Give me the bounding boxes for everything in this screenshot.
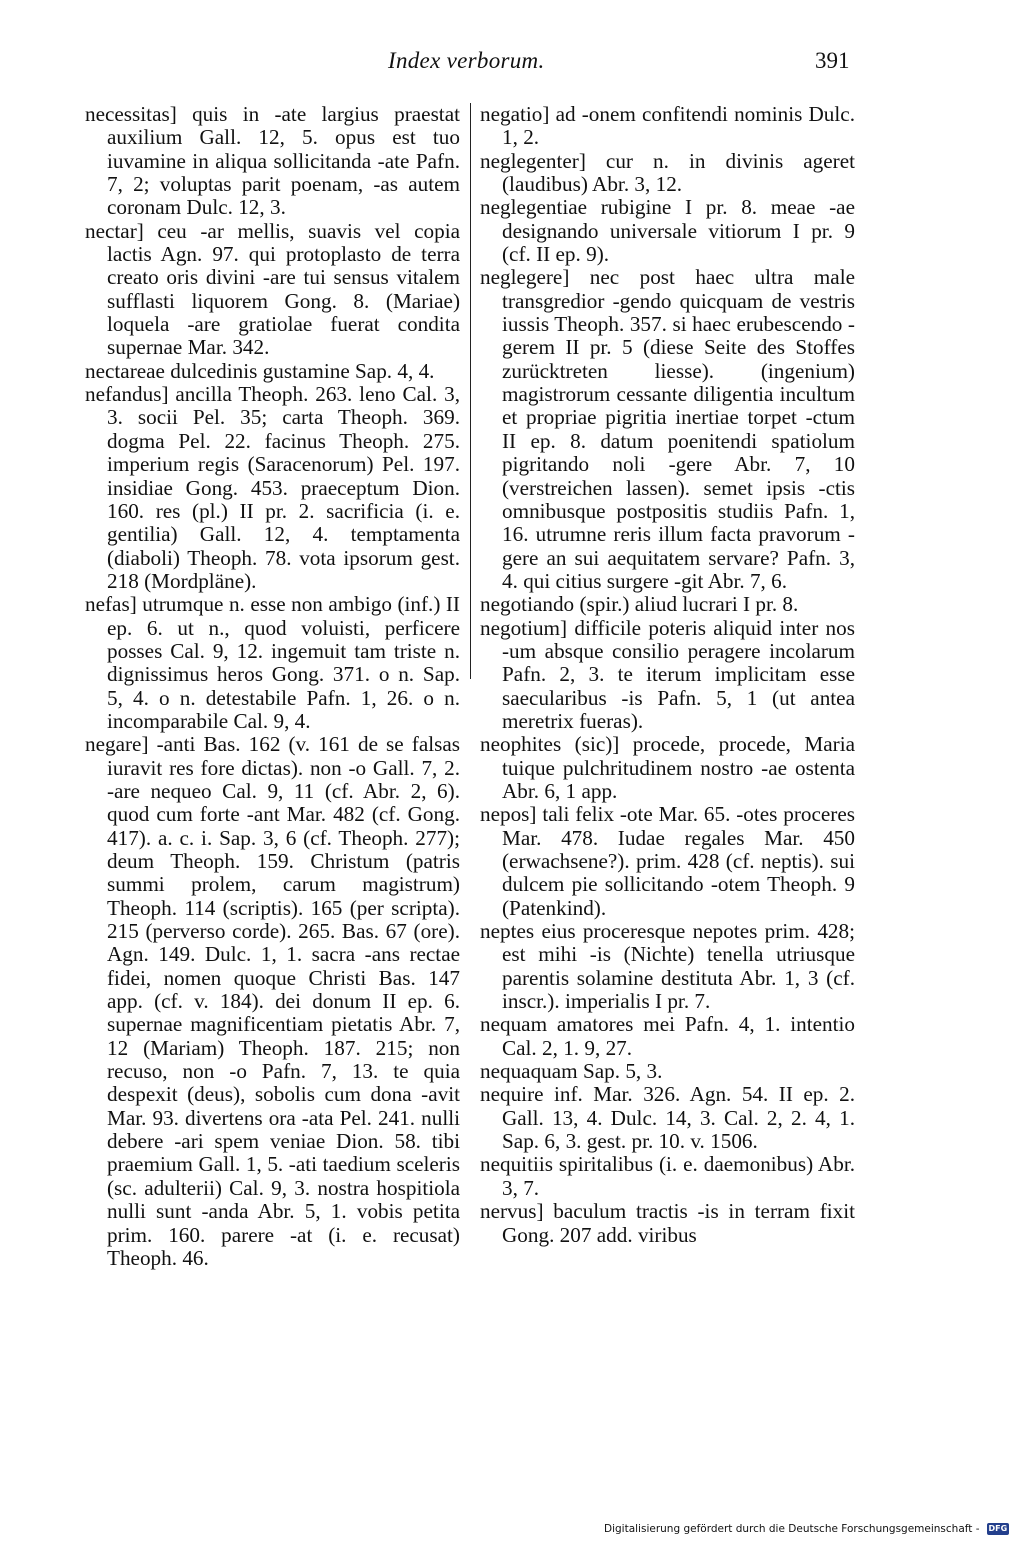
credit-text: Digitalisierung gefördert durch die Deutsche Forschungsgemeinschaft - (604, 1523, 980, 1535)
index-entry-nequire: nequire inf. Mar. 326. Agn. 54. II ep. 2. Gall. 13, 4. Dulc. 14, 3. Cal. 2, 2. 4, 1. Sap. 6, 3. gest. pr. 10. v. 1506. (480, 1082, 855, 1154)
index-entry-nequam: nequam amatores mei Pafn. 4, 1. intentio Cal. 2, 1. 9, 27. (480, 1012, 855, 1060)
index-entry-nefandus: nefandus] ancilla Theoph. 263. leno Cal. 3, 3. socii Pel. 35; carta Theoph. 369. dogma Pel. 22. facinus Theoph. 275. imperium regis (Saracenorum) Pel. 197. insidiae Gong. 453. praeceptum Dion. 160. res (pl.) II pr. 2. sacrificia (i. e. gentilia) Gall. 12, 4. temptamenta (diaboli) Theoph. 78. vota ipsorum gest. 218 (Mordpläne). (85, 382, 460, 593)
index-entry-neglegere: neglegere] nec post haec ultra male transgredior -gendo quicquam de vestris iussis Theoph. 357. si haec erubescendo -gerem II pr. 5 (diese Seite des Stoffes zurücktreten liesse). (ingenium) magistrorum cessante diligentia incultum et propriae pigritia inertiae torpet -ctum II ep. 8. datum poenitendi spatiolum pigritando noli -gere Abr. 7, 10 (verstreichen lassen). semet ipsis -ctis omnibusque postpositis studiis Pafn. 1, 16. utrumne reris illum facta pravorum -gere an sui aequitatem servare? Pafn. 3, 4. qui citius surgere -git Abr. 7, 6. (480, 265, 855, 593)
digitization-credit (604, 1523, 1009, 1537)
index-entry-nepos: nepos] tali felix -ote Mar. 65. -otes proceres Mar. 478. Iudae regales Mar. 450 (erwachsene?). prim. 428 (cf. neptis). sui dulcem pie sollicitando -otem Theoph. 9 (Patenkind). (480, 802, 855, 920)
page-number: 391 (815, 48, 850, 73)
index-entry-negatio: negatio] ad -onem confitendi nominis Dulc. 1, 2. (480, 102, 855, 150)
index-entry-nectareae: nectareae dulcedinis gustamine Sap. 4, 4. (85, 358, 435, 383)
index-entry-nequitiis: nequitiis spiritalibus (i. e. daemonibus) Abr. 3, 7. (480, 1152, 855, 1200)
index-entry-nequaquam: nequaquam Sap. 5, 3. (480, 1059, 663, 1084)
index-entry-neophites: neophites (sic)] procede, procede, Maria tuique pulchritudinem nostro -ae ostenta Abr. 6, 1 app. (480, 732, 855, 803)
right-column (480, 103, 855, 1247)
index-entry-negotiando: negotiando (spir.) aliud lucrari I pr. 8. (480, 592, 799, 617)
page-header (0, 48, 1000, 88)
left-column (85, 103, 460, 1270)
index-entry-negotium: negotium] difficile poteris aliquid inter nos -um absque consilio peragere incolarum Pafn. 2, 3. te iterum implicitam esse saecularibus -is Pafn. 5, 1 (ut antea meretrix fueras). (480, 615, 855, 733)
index-entry-neglegentiae: neglegentiae rubigine I pr. 8. meae -ae designando universale vitiorum I pr. 9 (cf. II ep. 9). (480, 195, 855, 267)
index-entry-nefas: nefas] utrumque n. esse non ambigo (inf.) II ep. 6. ut n., quod voluisti, perficere posses Cal. 9, 12. ingemuit tam triste n. dignissimus heros Gong. 371. o n. Sap. 5, 4. o n. detestabile Pafn. 1, 26. o n. incomparabile Cal. 9, 4. (85, 592, 460, 733)
index-entry-negare: negare] -anti Bas. 162 (v. 161 de se falsas iuravit res fore dictas). non -o Gall. 7, 2. -are nequeo Cal. 9, 11 (cf. Abr. 2, 6). quod cum forte -ant Mar. 482 (cf. Gong. 417). a. c. i. Sap. 3, 6 (cf. Theoph. 277); deum Theoph. 159. Christum (patris summi prolem, carum magistrum) Theoph. 114 (scriptis). 165 (per scripta). 215 (perverso corde). 265. Bas. 67 (ore). Agn. 149. Dulc. 1, 1. sacra -ans rectae fidei, nomen quoque Christi Bas. 147 app. (cf. v. 184). dei donum II ep. 6. supernae magnificentiam pietatis Abr. 7, 12 (Mariam) Theoph. 187. 215; non recuso, non -o Pafn. 7, 13. te quia despexit (deus), sobolis cum dona -avit Mar. 93. divertens ora -ata Pel. 241. nulli debere -ari spem veniae Dion. 58. tibi praemium Gall. 1, 5. -ati taedium sceleris (sc. adulterii) Cal. 9, 3. nostra hospitiola nulli sunt -anda Abr. 5, 1. vobis petita prim. 160. parere -at (i. e. recusat) Theoph. 46. (85, 732, 460, 1270)
index-entry-nervus: nervus] baculum tractis -is in terram fixit Gong. 207 add. viribus (480, 1199, 855, 1247)
index-entry-neglegenter: neglegenter] cur n. in divinis ageret (laudibus) Abr. 3, 12. (480, 148, 855, 197)
dfg-logo: DFG (988, 1524, 1008, 1533)
index-entry-neptes: neptes eius proceresque nepotes prim. 428; est mihi -is (Nichte) tenella utriusque parentis solamine destituta Abr. 1, 3 (cf. inscr.). imperialis I pr. 7. (480, 919, 855, 1014)
index-entry-necessitas: necessitas] quis in -ate largius praestat auxilium Gall. 12, 5. opus est tuo iuvamine in aliqua sollicitanda -ate Pafn. 7, 2; voluptas parit poenam, -as autem coronam Dulc. 12, 3. (85, 102, 460, 220)
running-title: Index verborum. (388, 48, 545, 73)
index-entry-nectar: nectar] ceu -ar mellis, suavis vel copia lactis Agn. 97. qui protoplasto de terra creato oris divini -are tui sensus vitalem sufflasti liquorem Gong. 8. (Mariae) loquela -are gratiolae fuerat condita supernae Mar. 342. (85, 218, 460, 360)
column-divider (470, 103, 471, 679)
